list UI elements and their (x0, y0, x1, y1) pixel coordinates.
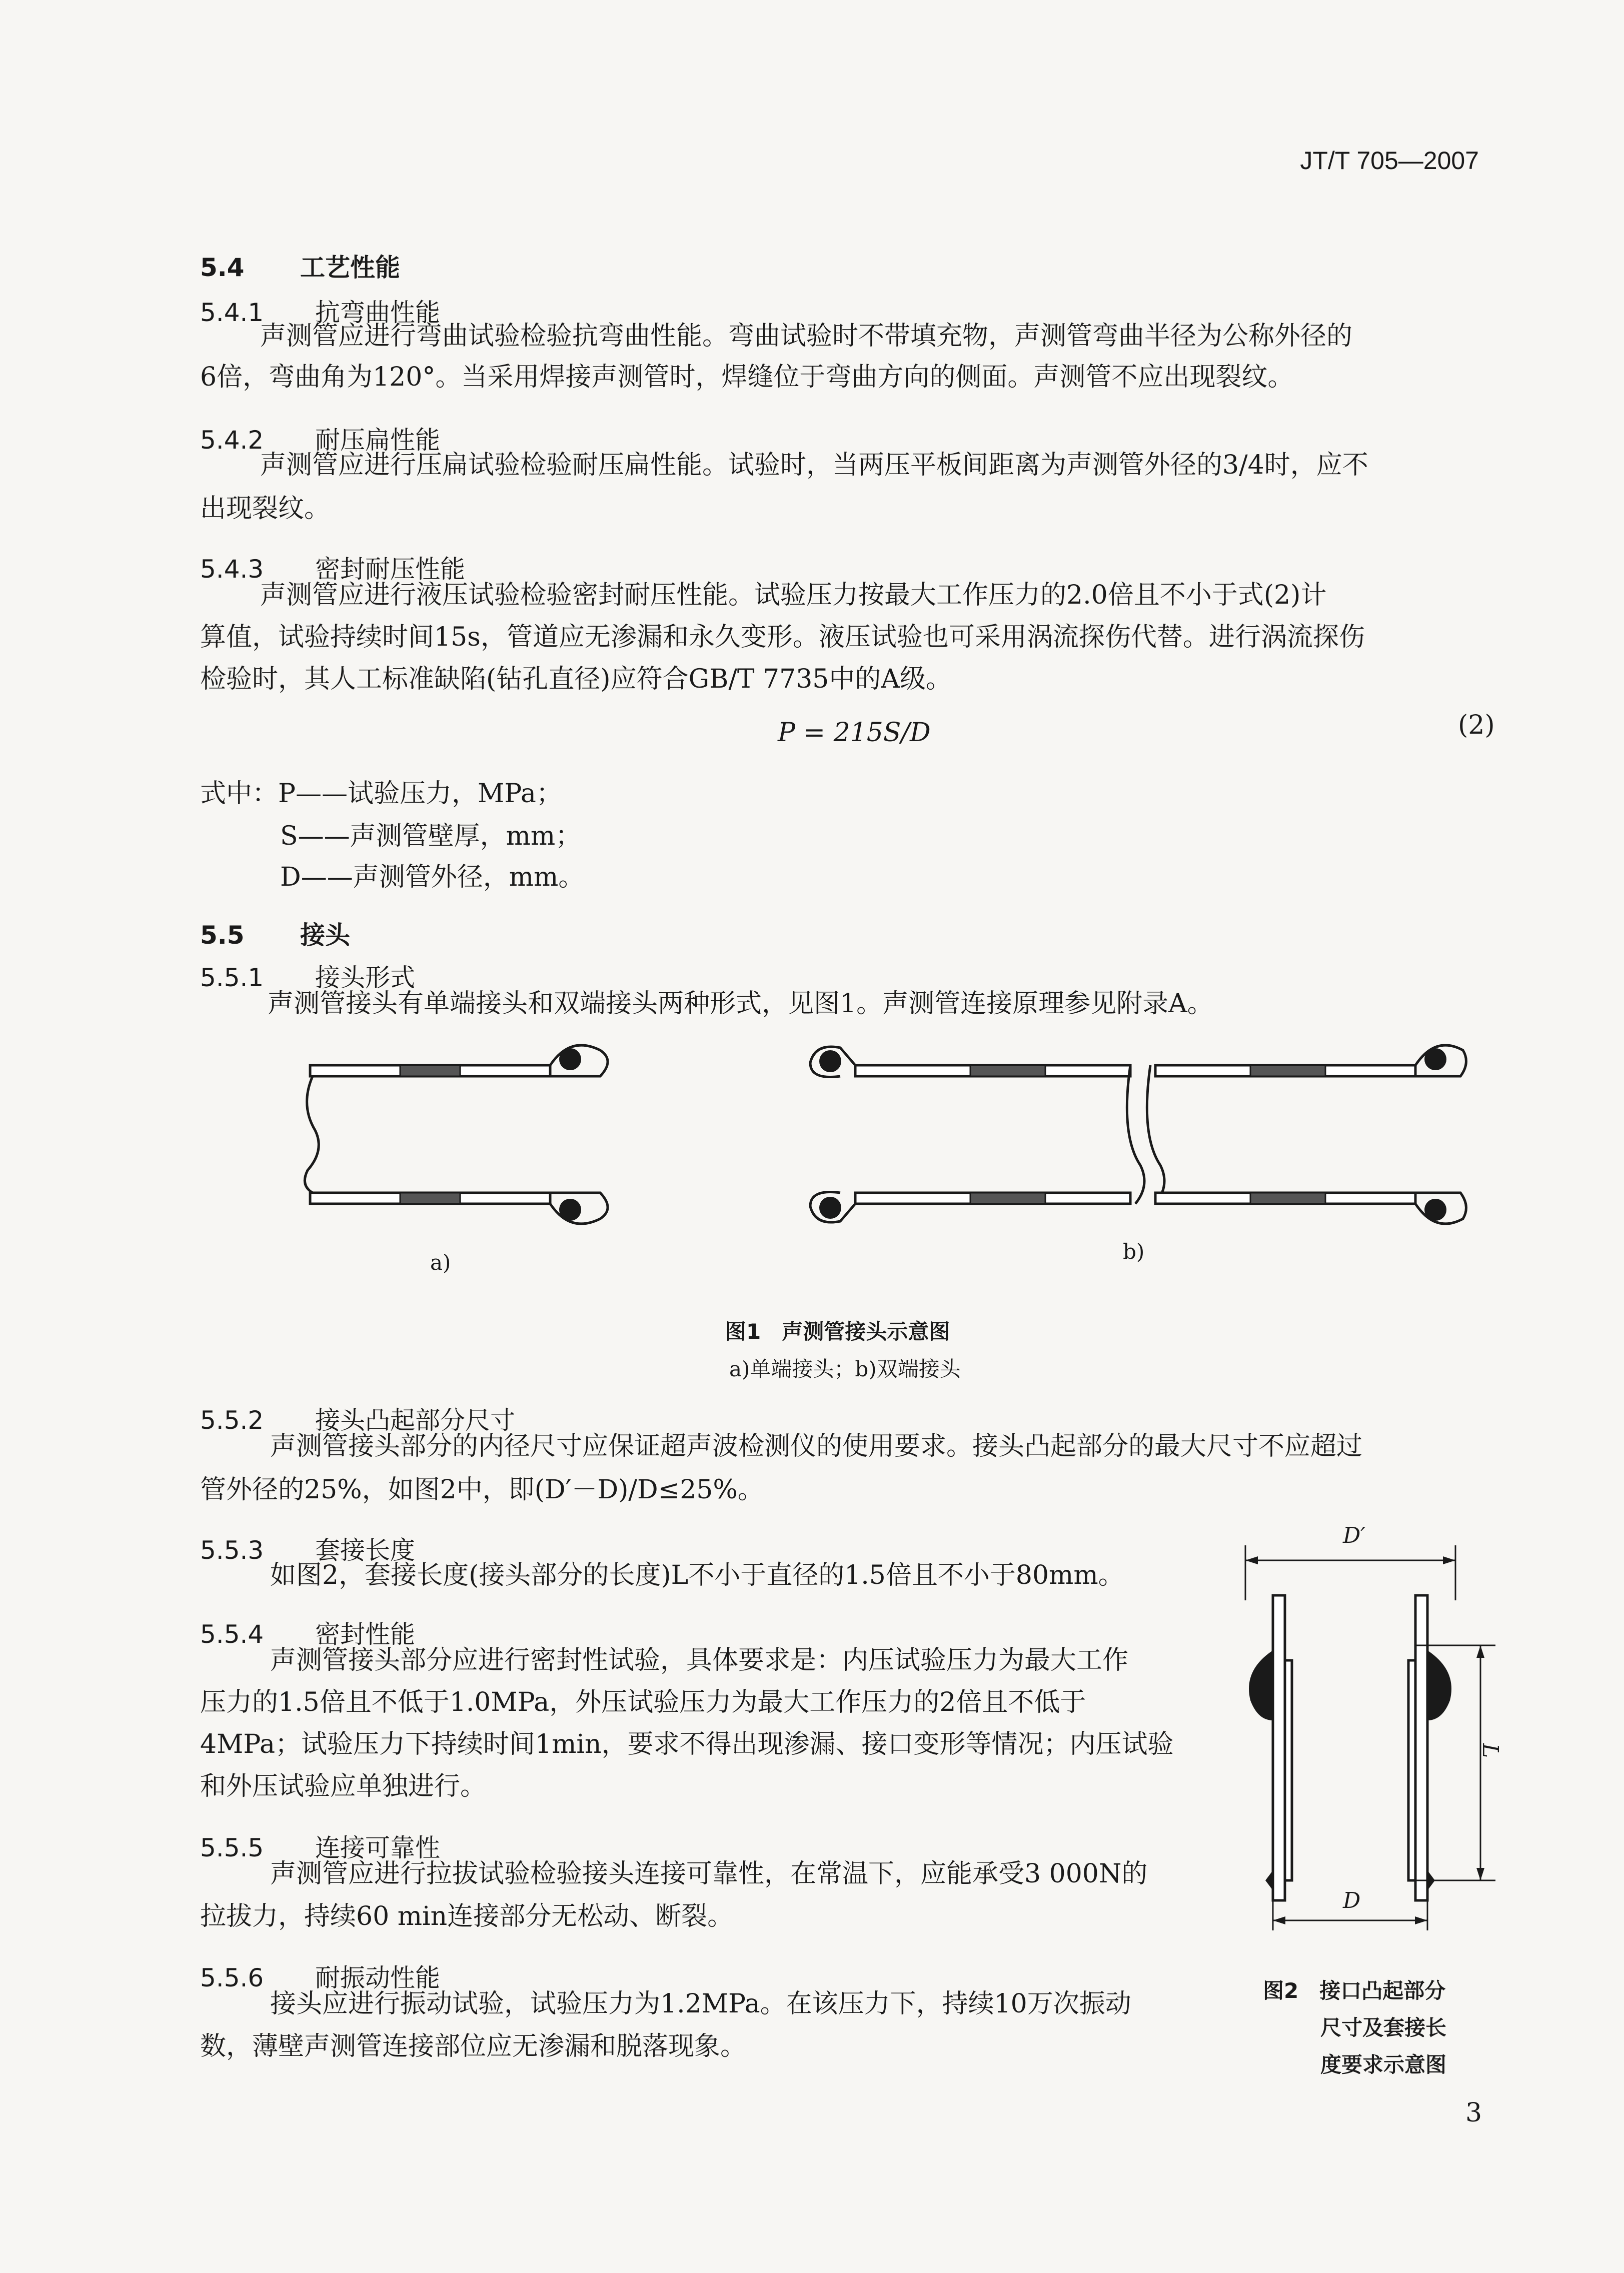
paragraph-line: 声测管应进行压扁试验检验耐压扁性能。试验时，当两压平板间距离为声测管外径的3/4时，应不 (260, 450, 1368, 480)
figure-1-label-b: b) (1123, 1239, 1145, 1264)
section-title: 密封性能 (315, 1620, 415, 1649)
paragraph-line: 6倍，弯曲角为120°。当采用焊接声测管时，焊缝位于弯曲方向的侧面。声测管不应出现裂纹。 (200, 362, 1294, 392)
single-end-joint (305, 1045, 608, 1224)
double-end-joint (810, 1045, 1466, 1224)
figure-2-drawing (1235, 1530, 1515, 1935)
formula-number: (2) (1458, 710, 1495, 740)
section-number: 5.5 (200, 921, 245, 950)
paragraph-line: 声测管应进行液压试验检验密封耐压性能。试验压力按最大工作压力的2.0倍且不小于式(2)计 (260, 580, 1327, 610)
page-number: 3 (1465, 2098, 1482, 2128)
section-title: 连接可靠性 (315, 1833, 440, 1862)
paragraph-line: 和外压试验应单独进行。 (200, 1771, 487, 1801)
paragraph-line: 声测管接头部分的内径尺寸应保证超声波检测仪的使用要求。接头凸起部分的最大尺寸不应超过 (270, 1431, 1363, 1461)
section-title: 耐压扁性能 (315, 426, 440, 455)
section-title: 接头凸起部分尺寸 (315, 1406, 515, 1435)
section-number: 5.5.6 (200, 1963, 264, 1992)
formula: P = 215S/D (778, 718, 931, 748)
figure-1-label-a: a) (430, 1250, 451, 1275)
section-title: 接头形式 (315, 963, 415, 992)
section-5-5-heading (200, 915, 350, 951)
figure-1-caption: 图1 声测管接头示意图 (725, 1319, 950, 1344)
paragraph-line: 数，薄壁声测管连接部位应无渗漏和脱落现象。 (200, 2031, 747, 2061)
paragraph-line: 声测管接头部分应进行密封性试验，具体要求是：内压试验压力为最大工作 (270, 1645, 1129, 1675)
section-number: 5.4 (200, 253, 245, 282)
section-title: 密封耐压性能 (315, 555, 465, 584)
paragraph-line: 检验时，其人工标准缺陷(钻孔直径)应符合GB/T 7735中的A级。 (200, 664, 952, 694)
section-title: 抗弯曲性能 (315, 298, 440, 327)
section-number: 5.4.1 (200, 298, 264, 327)
section-number: 5.5.5 (200, 1833, 264, 1862)
formula-where: 式中：P——试验压力，MPa； (200, 779, 562, 809)
figure-2-label-d: D (1343, 1888, 1361, 1913)
section-number: 5.4.3 (200, 555, 264, 584)
figure-2-caption-line-1: 图2 接口凸起部分 (1263, 1978, 1446, 2003)
section-number: 5.5.3 (200, 1536, 264, 1565)
paragraph-line: 4MPa；试验压力下持续时间1min，要求不得出现渗漏、接口变形等情况；内压试验 (200, 1729, 1174, 1759)
section-5-4-heading (200, 248, 400, 284)
section-title: 工艺性能 (300, 253, 400, 282)
paragraph-line: 如图2，套接长度(接头部分的长度)L不小于直径的1.5倍且不小于80mm。 (270, 1560, 1124, 1590)
paragraph-line: 声测管应进行弯曲试验检验抗弯曲性能。弯曲试验时不带填充物，声测管弯曲半径为公称外径的 (260, 321, 1353, 351)
paragraph-line: 拉拔力，持续60 min连接部分无松动、断裂。 (200, 1901, 734, 1931)
section-number: 5.5.2 (200, 1406, 264, 1435)
section-title: 套接长度 (315, 1536, 415, 1565)
paragraph-line: 声测管应进行拉拔试验检验接头连接可靠性，在常温下，应能承受3 000N的 (270, 1859, 1148, 1889)
paragraph-line: 接头应进行振动试验，试验压力为1.2MPa。在该压力下，持续10万次振动 (270, 1989, 1131, 2019)
paragraph-line: 算值，试验持续时间15s，管道应无渗漏和永久变形。液压试验也可采用涡流探伤代替。进行涡流探伤 (200, 622, 1365, 652)
figure-1-subcaption: a)单端接头；b)双端接头 (729, 1357, 961, 1381)
figure-2-caption-line-3: 度要求示意图 (1320, 2052, 1447, 2077)
paragraph-line: 管外径的25%，如图2中，即(D′－D)/D≤25%。 (200, 1475, 764, 1505)
paragraph-line: 出现裂纹。 (200, 494, 331, 524)
formula-where: S——声测管壁厚，mm； (280, 821, 582, 851)
paragraph-line: 压力的1.5倍且不低于1.0MPa，外压试验压力为最大工作压力的2倍且不低于 (200, 1687, 1086, 1717)
section-title: 接头 (300, 921, 350, 950)
figure-1-drawing (270, 1015, 1470, 1255)
paragraph-line: 声测管接头有单端接头和双端接头两种形式，见图1。声测管连接原理参见附录A。 (268, 989, 1213, 1019)
document-header: JT/T 705—2007 (1300, 147, 1479, 175)
section-number: 5.5.4 (200, 1620, 264, 1649)
figure-2-label-d-prime: D′ (1343, 1523, 1366, 1548)
figure-2-caption-line-2: 尺寸及套接长 (1320, 2015, 1447, 2040)
formula-where: D——声测管外径，mm。 (280, 862, 585, 892)
section-number: 5.4.2 (200, 426, 264, 455)
section-number: 5.5.1 (200, 963, 264, 992)
figure-2-label-l: L (1477, 1743, 1503, 1758)
section-title: 耐振动性能 (315, 1963, 440, 1992)
